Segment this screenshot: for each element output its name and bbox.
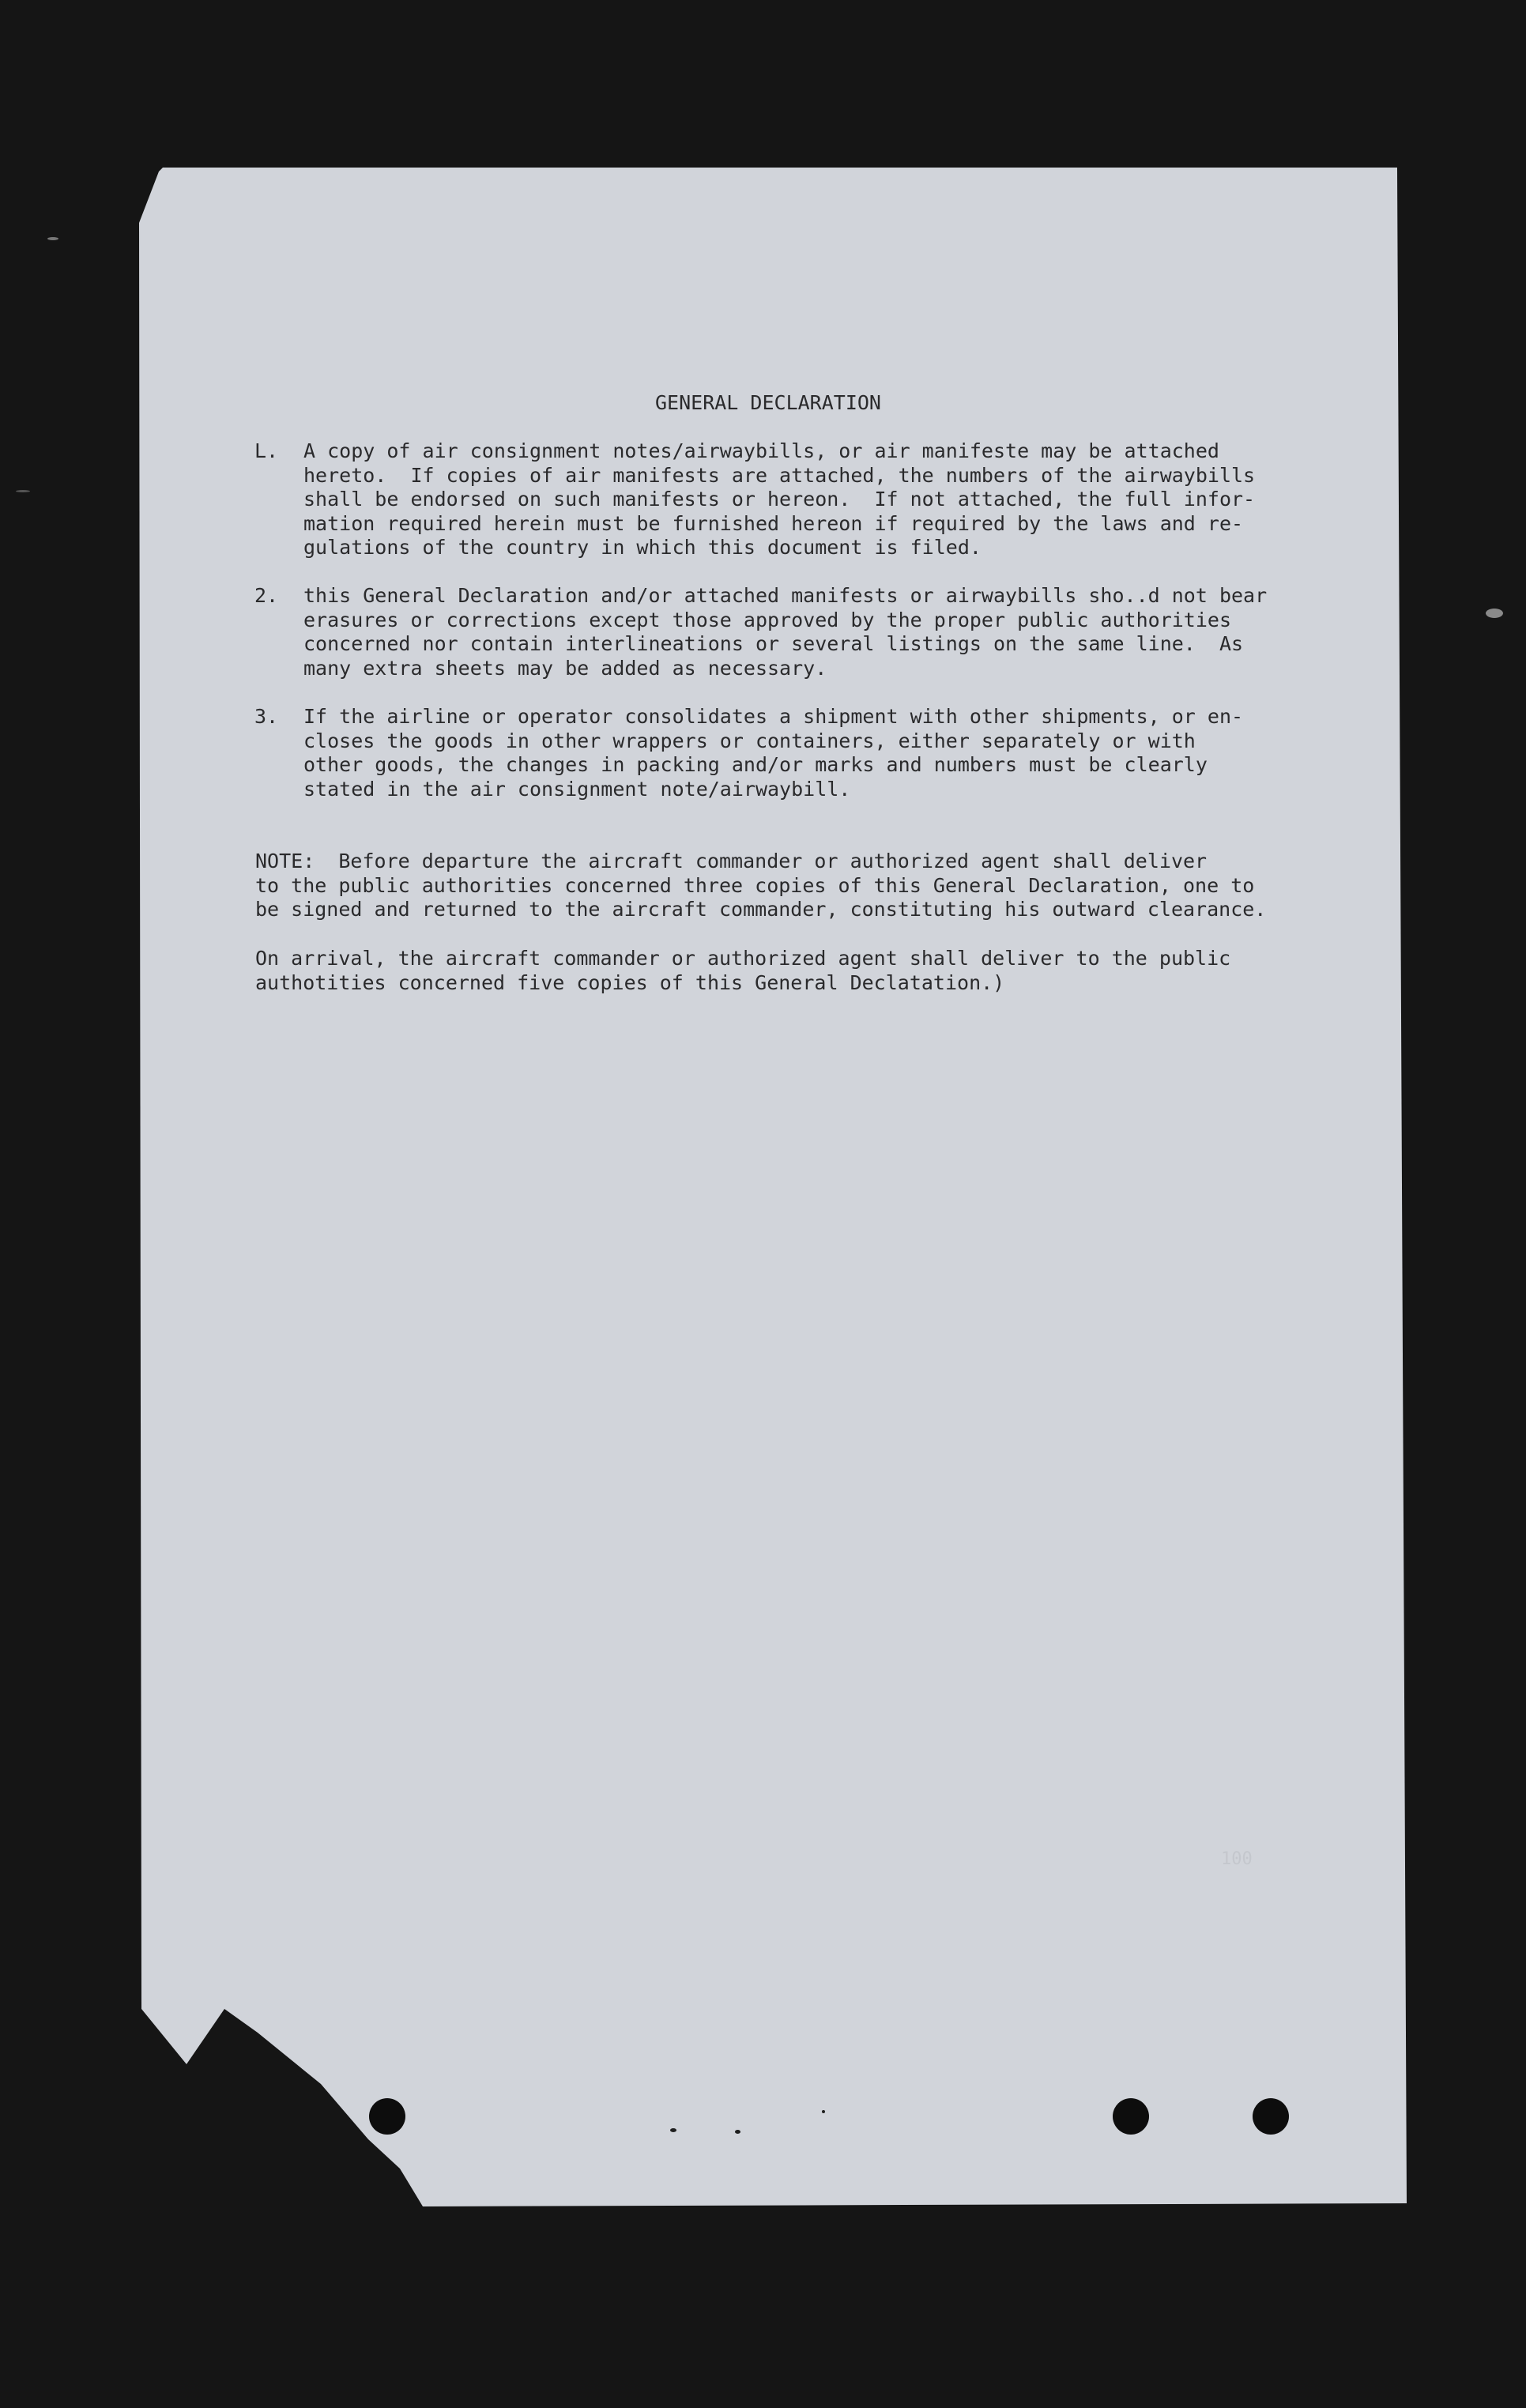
text-line: closes the goods in other wrappers or containers, either separately or with [303,729,1196,752]
speck [47,237,58,240]
text-line: other goods, the changes in packing and/or marks and numbers must be clearly [303,753,1208,776]
item-number-1: L. [254,439,279,462]
item-1-text [303,439,1331,560]
speck [735,2130,740,2134]
text-line: be signed and returned to the aircraft commander, constituting his outward clearance. [255,898,1267,921]
text-line: to the public authorities concerned three copies of this General Declaration, one to [255,873,1255,897]
speck [822,2110,825,2113]
text-line: A copy of air consignment notes/airwaybills, or air manifeste may be attached [303,439,1219,462]
item-number-3: 3. [254,705,279,728]
text-line: gulations of the country in which this document is filed. [303,536,982,559]
text-line: many extra sheets may be added as necessary. [303,656,827,680]
speck [670,2128,676,2132]
text-line: hereto. If copies of air manifests are attached, the numbers of the airwaybills [303,463,1256,487]
text-line: authotities concerned five copies of this General Declatation.) [255,970,1005,994]
speck [1486,609,1503,618]
faint-page-mark: 100 [1221,1849,1253,1869]
text-line: shall be endorsed on such manifests or hereon. If not attached, the full infor- [303,488,1256,511]
text-line: this General Declaration and/or attached manifests or airwaybills sho..d not bear [303,584,1268,607]
item-number-2: 2. [254,584,279,607]
note-paragraph [255,850,1346,922]
punch-hole [369,2098,405,2135]
text-line: If the airline or operator consolidates a shipment with other shipments, or en- [303,705,1244,728]
arrival-paragraph [255,947,1346,995]
text-line: erasures or corrections except those approved by the proper public authorities [303,608,1231,631]
punch-hole [1113,2098,1149,2135]
text-line: stated in the air consignment note/airwaybill. [303,777,851,801]
punch-hole [1253,2098,1289,2135]
document-title: GENERAL DECLARATION [655,391,881,414]
text-line: On arrival, the aircraft commander or authorized agent shall deliver to the public [255,947,1231,970]
item-3-text [303,705,1331,801]
speck [16,490,30,492]
text-line: mation required herein must be furnished hereon if required by the laws and re- [303,511,1244,535]
item-2-text [303,584,1331,680]
text-line: NOTE: Before departure the aircraft commander or authorized agent shall deliver [255,850,1208,872]
text-line: concerned nor contain interlineations or several listings on the same line. As [303,632,1244,655]
